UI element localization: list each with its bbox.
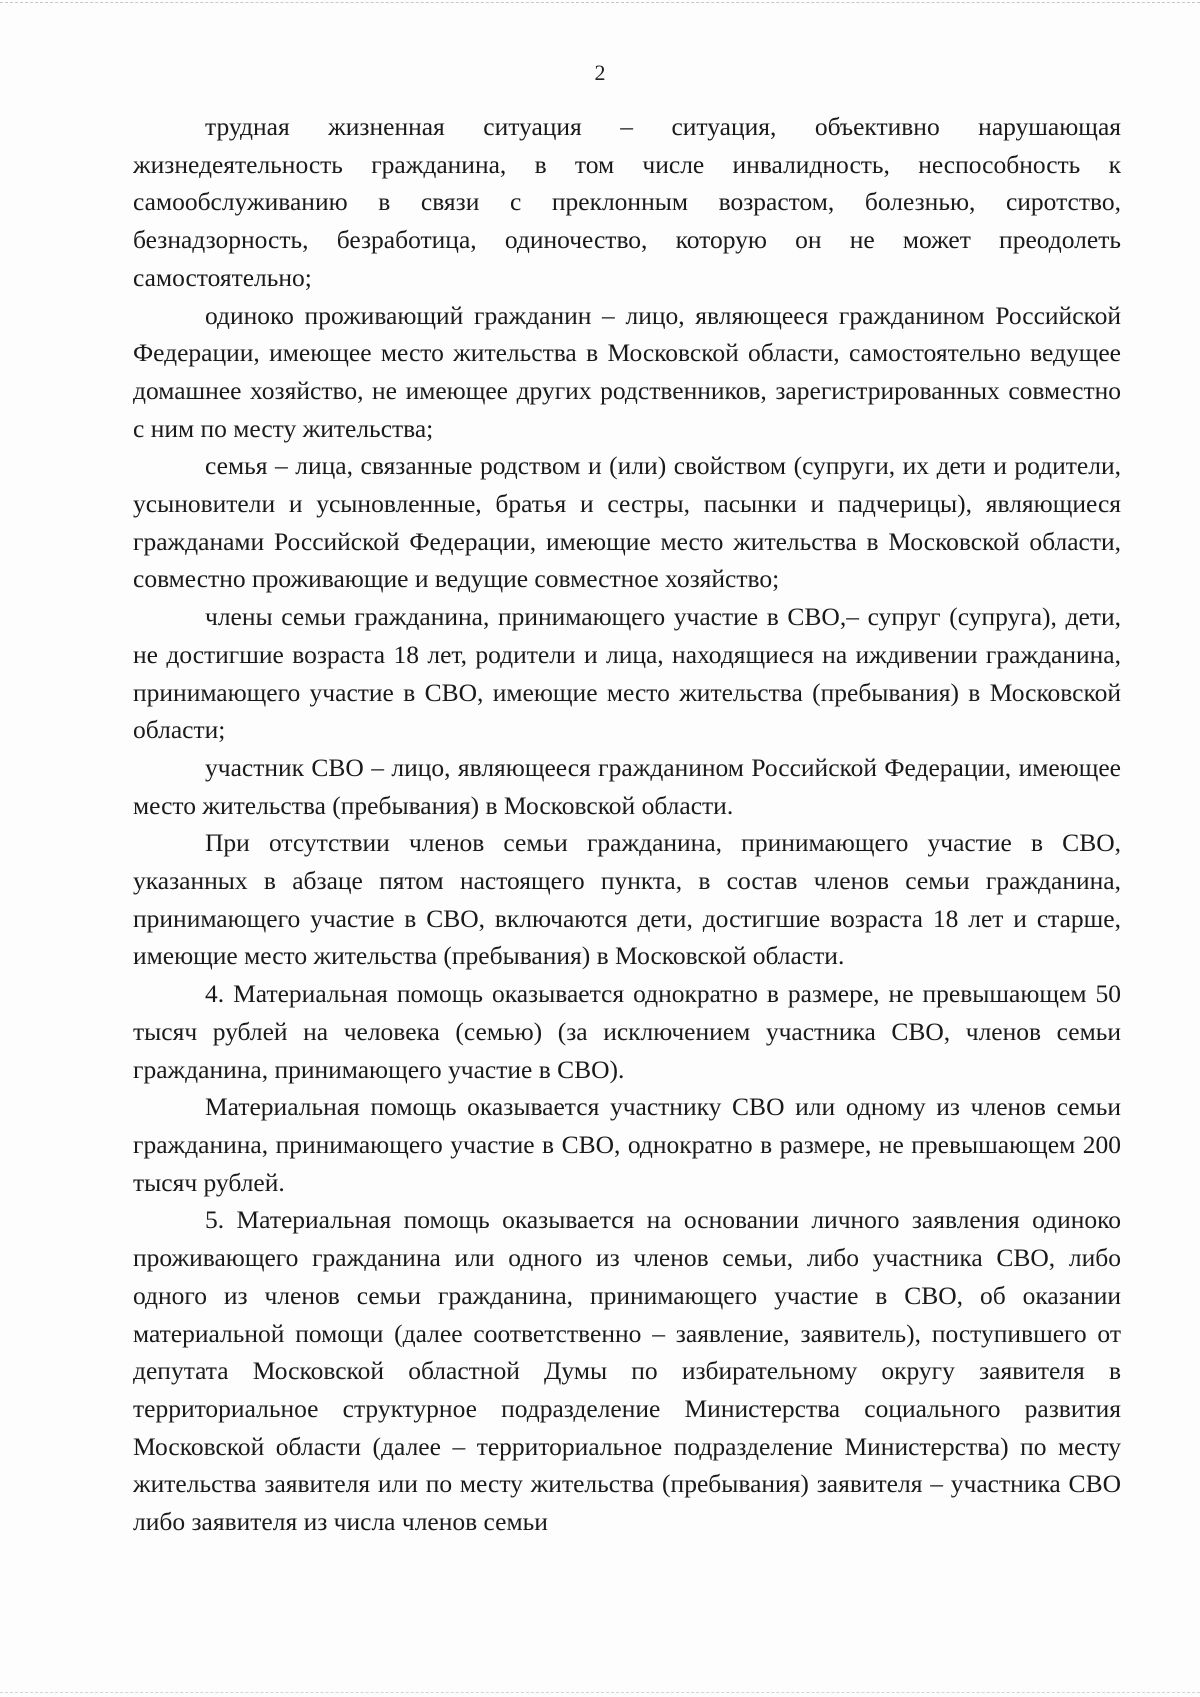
paragraph-clause-4-svo: Материальная помощь оказывается участнику СВО или одному из членов семьи гражданина, принимающего участие в СВО, однократно в размере, не превышающем 200 тысяч рублей. <box>133 1092 1121 1197</box>
page-number: 2 <box>594 60 606 85</box>
paragraph-definition-hardship: трудная жизненная ситуация – ситуация, объективно нарушающая жизнедеятельность гражданина, в том числе инвалидность, неспособность к самообслуживанию в связи с преклонным возрастом, болезнью, сиротство, безнадзорность, безработица, одиночество, которую он не может преодолеть самостоятельно; <box>133 112 1121 292</box>
paragraph-definition-svo-family-members: члены семьи гражданина, принимающего участие в СВО,– супруг (супруга), дети, не достигшие возраста 18 лет, родители и лица, находящиеся на иждивении гражданина, принимающего участие в СВО, имеющие место жительства (пребывания) в Московской области; <box>133 602 1121 745</box>
paragraph-definition-family: семья – лица, связанные родством и (или) свойством (супруги, их дети и родители, усыновители и усыновленные, братья и сестры, пасынки и падчерицы), являющиеся гражданами Российской Федерации, имеющие место жительства в Московской области, совместно проживающие и ведущие совместное хозяйство; <box>133 451 1121 594</box>
paragraph-absence-of-family: При отсутствии членов семьи гражданина, принимающего участие в СВО, указанных в абзаце пятом настоящего пункта, в состав членов семьи гражданина, принимающего участие в СВО, включаются дети, достигшие возраста 18 лет и старше, имеющие место жительства (пребывания) в Московской области. <box>133 828 1121 971</box>
scan-edge-top <box>0 2 1200 3</box>
paragraph-definition-single-citizen: одиноко проживающий гражданин – лицо, являющееся гражданином Российской Федерации, имеющее место жительства в Московской области, самостоятельно ведущее домашнее хозяйство, не имеющее других родственников, зарегистрированных совместно с ним по месту жительства; <box>133 300 1121 443</box>
paragraph-clause-5: 5. Материальная помощь оказывается на основании личного заявления одиноко проживающего гражданина или одного из членов семьи, либо участника СВО, либо одного из членов семьи гражданина, принимающего участие в СВО, об оказании материальной помощи (далее соответственно – заявление, заявитель), поступившего от депутата Московской областной Думы по избирательному округу заявителя в территориальное структурное подразделение Министерства социального развития Московской области (далее – территориальное подразделение Министерства) по месту жительства заявителя или по месту жительства (пребывания) заявителя – участника СВО либо заявителя из числа членов семьи <box>133 1205 1121 1537</box>
document-body <box>133 108 1121 1541</box>
paragraph-clause-4: 4. Материальная помощь оказывается однократно в размере, не превышающем 50 тысяч рублей на человека (семью) (за исключением участника СВО, членов семьи гражданина, принимающего участие в СВО). <box>133 979 1121 1084</box>
scan-edge-bottom <box>0 1692 1200 1693</box>
paragraph-definition-svo-participant: участник СВО – лицо, являющееся гражданином Российской Федерации, имеющее место жительства (пребывания) в Московской области. <box>133 752 1121 820</box>
